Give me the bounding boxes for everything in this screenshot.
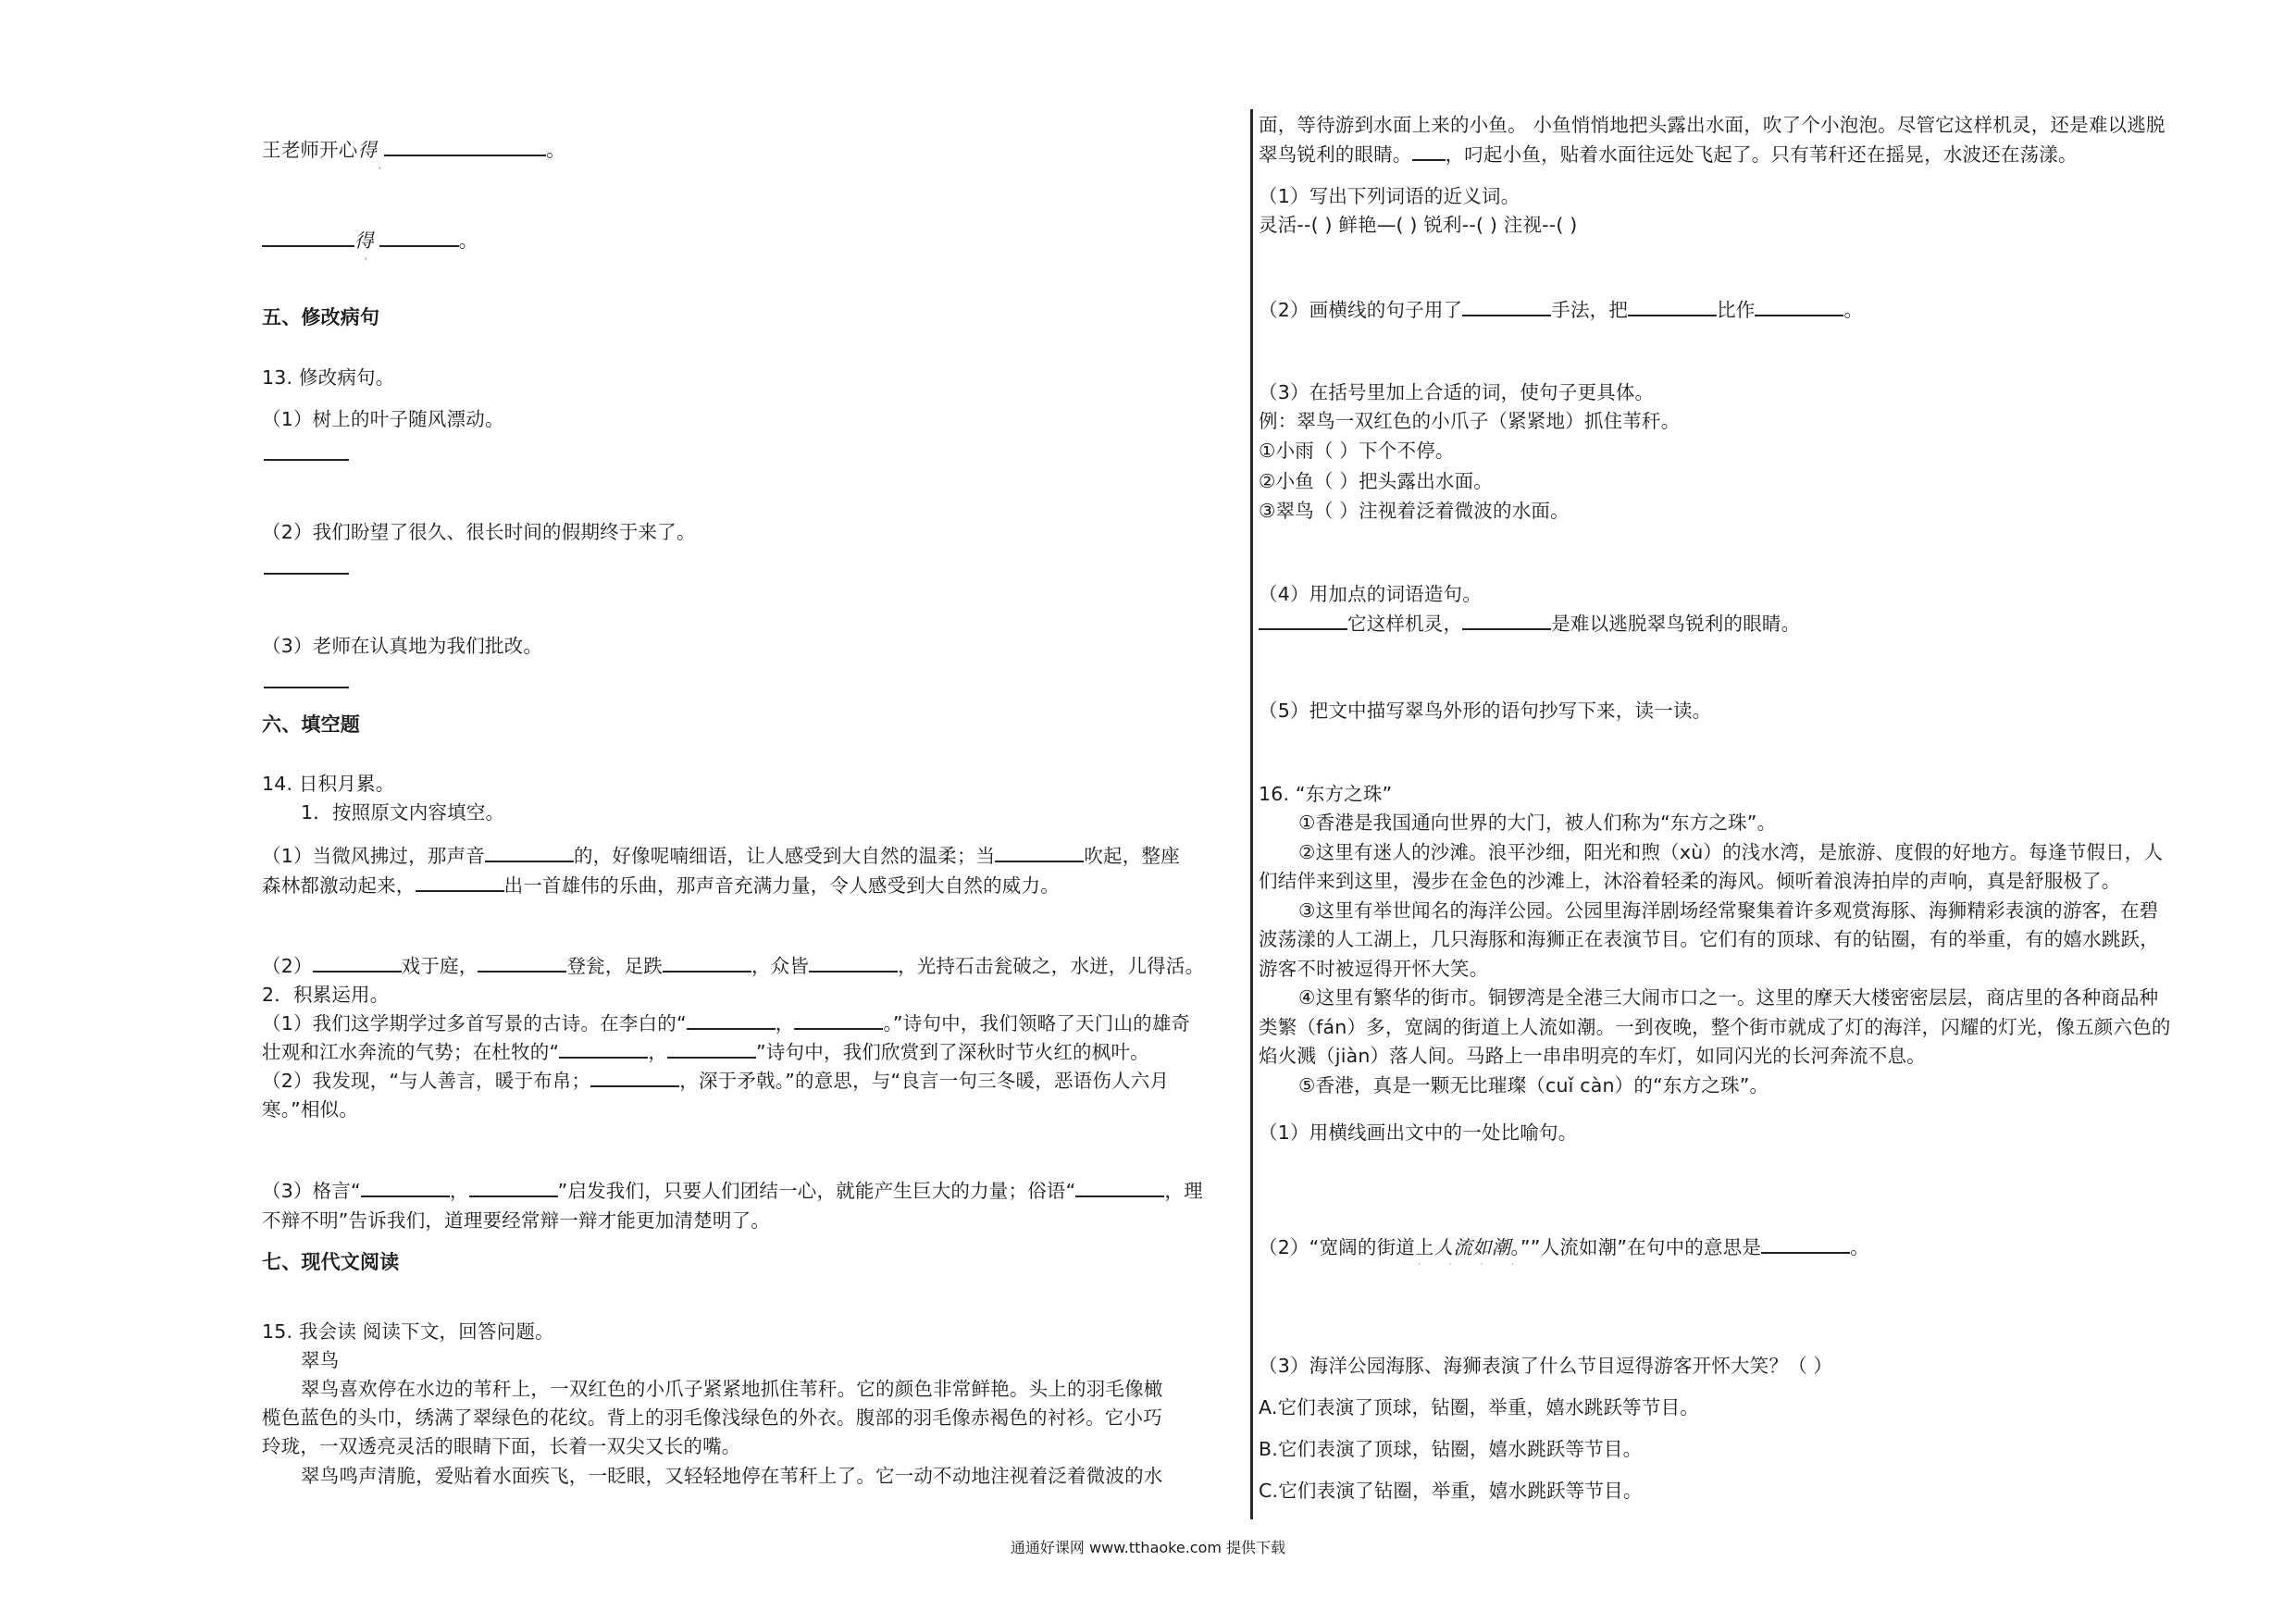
blank [469,1177,558,1197]
blank [478,952,566,973]
q14-sub-2: 2．积累运用。 [262,984,390,1006]
blank [384,136,546,156]
q14-c-line-2: 不辩不明”告诉我们，道理要经常辩一辩才能更加清楚明了。 [262,1209,771,1232]
column-divider [1250,109,1253,1519]
blank [794,1010,883,1030]
blank [1462,610,1551,630]
q16-1: （1）用横线画出文中的一处比喻句。 [1259,1121,1578,1144]
q15-2: （2）画横线的句子用了 手法，把 比作 。 [1259,296,1863,324]
blank [1412,141,1446,161]
q15-para-line: 榄色蓝色的头巾，绣满了翠绿色的花纹。背上的羽毛像浅绿色的外衣。腹部的羽毛像赤褐色的衬衫。它小巧 [262,1406,1162,1429]
blank [262,227,354,247]
q14-1-line-2: 森林都激动起来， 出一首雄伟的乐曲，那声音充满力量，令人感受到大自然的威力。 [262,872,1060,899]
q14-a-line-1: （1）我们这学期学过多首写景的古诗。在李白的“ ， 。”诗句中，我们领略了天门山的雄奇 [262,1010,1190,1037]
q15-1: （1）写出下列词语的近义词。 [1259,185,1520,207]
blank [1462,296,1551,316]
q14-title: 14. 日积月累。 [262,773,395,795]
option-c: C.它们表演了钻圈，举重，嬉水跳跃等节目。 [1259,1480,1643,1502]
blank [1259,610,1347,630]
q13-item-2: （2）我们盼望了很久、很长时间的假期终于来了。 [262,521,696,543]
answer-underline [264,685,349,688]
q16-title: 16. “东方之珠” [1259,783,1393,805]
option-b: B.它们表演了顶球，钻圈，嬉水跳跃等节目。 [1259,1438,1643,1460]
passage-line: 翠鸟锐利的眼睛。 ，叼起小鱼，贴着水面往远处飞起了。只有苇秆还在摇晃，水波还在荡漾。 [1259,141,2078,168]
option-a: A.它们表演了顶球，钻圈，举重，嬉水跳跃等节目。 [1259,1396,1699,1419]
q15-3-c: ③翠鸟（ ）注视着泛着微波的水面。 [1259,500,1570,522]
q15-3: （3）在括号里加上合适的词，使句子更具体。 [1259,381,1655,403]
q16-3: （3）海洋公园海豚、海狮表演了什么节目逗得游客开怀大笑？（ ） [1259,1355,1833,1377]
blank [485,842,574,862]
answer-line-1: 王老师开心得 。 [262,136,565,164]
q15-3-b: ②小鱼（ ）把头露出水面。 [1259,470,1493,492]
passage-line: 面，等待游到水面上来的小鱼。 小鱼悄悄地把头露出水面，吹了个小泡泡。尽管它这样机灵，还是难以逃脱 [1259,114,2166,136]
q15-3-a: ①小雨（ ）下个不停。 [1259,440,1455,462]
q15-title: 15. 我会读 阅读下文，回答问题。 [262,1320,554,1343]
q16-2: （2）“宽阔的街道上人流如潮。””人流如潮”在句中的意思是 。 [1259,1233,1869,1261]
blank [995,842,1084,862]
blank [1761,1233,1850,1254]
q16-para-line: 游客不时被逗得开怀大笑。 [1259,958,1489,980]
section-6-title: 六、填空题 [262,713,360,736]
emphasis-char: 得 [354,229,374,252]
q15-para-line: 玲珑，一双透亮灵活的眼睛下面，长着一双尖又长的嘴。 [262,1435,741,1457]
footer: 通通好课网 www.tthaoke.com 提供下载 [1010,1539,1286,1556]
q13-item-3: （3）老师在认真地为我们批改。 [262,635,543,657]
q16-para-line: ③这里有举世闻名的海洋公园。公园里海洋剧场经常聚集着许多观赏海豚、海狮精彩表演的游客，在碧 [1298,899,2159,922]
blank [667,1038,756,1059]
dot-mark: ' [365,257,367,266]
q14-b-line-1: （2）我发现，“与人善言，暖于布帛； ，深于矛戟。”的意思，与“良言一句三冬暖，恶语伤人六月 [262,1067,1169,1095]
q13-item-1: （1）树上的叶子随风漂动。 [262,408,504,430]
blank [809,952,898,973]
blank [1755,296,1843,316]
q15-para-line: 翠鸟喜欢停在水边的苇秆上，一双红色的小爪子紧紧地抓住苇秆。它的颜色非常鲜艳。头上的羽毛像橄 [301,1378,1163,1400]
emphasis-char: 得 [357,139,378,161]
q14-1-line-1: （1）当微风拂过，那声音 的，好像呢喃细语，让人感受到大自然的温柔；当 吹起，整座 [262,842,1180,870]
q15-para-line: 翠鸟鸣声清脆，爱贴着水面疾飞，一眨眼，又轻轻地停在苇秆上了。它一动不动地注视着泛着微波的水 [301,1465,1163,1487]
q14-b-line-2: 寒。”相似。 [262,1098,359,1121]
blank [361,1177,450,1197]
answer-line-2: 得 。 [262,227,478,254]
q15-heading: 翠鸟 [301,1349,340,1371]
q15-3-example: 例：翠鸟一双红色的小爪子（紧紧地）抓住苇秆。 [1259,410,1681,432]
section-7-title: 七、现代文阅读 [262,1251,400,1273]
blank [1075,1177,1164,1197]
blank [416,872,504,892]
dot-marks: · · · · [1418,1260,1528,1270]
blank [663,952,751,973]
q14-sub-1: 1．按照原文内容填空。 [301,801,505,824]
blank [559,1038,648,1059]
q16-para-line: ②这里有迷人的沙滩。浪平沙细，阳光和煦（xù）的浅水湾，是旅游、度假的好地方。每逢节假日，人 [1298,841,2164,863]
emphasized-phrase: 人流如潮 [1433,1236,1511,1258]
blank [313,952,402,973]
section-5-title: 五、修改病句 [262,306,380,328]
q16-para-line: 们结伴来到这里，漫步在金色的沙滩上，沐浴着轻柔的海风。倾听着浪涛拍岸的声响，真是舒服极了。 [1259,870,2121,892]
q16-para-line: ④这里有繁华的街市。铜锣湾是全港三大闹市口之一。这里的摩天大楼密密层层，商店里的各种商品种 [1298,986,2159,1009]
blank [590,1067,679,1087]
q14-c-line-1: （3）格言“ ， ”启发我们，只要人们团结一心，就能产生巨大的力量；俗语“ ，理 [262,1177,1203,1205]
q15-4-line: 它这样机灵， 是难以逃脱翠鸟锐利的眼睛。 [1259,610,1800,638]
q16-para-line: ①香港是我国通向世界的大门，被人们称为“东方之珠”。 [1298,812,1777,834]
q16-para-line: 类繁（fán）多，宽阔的街道上人流如潮。一到夜晚，整个街市就成了灯的海洋，闪耀的灯光，像五颜六色的 [1259,1016,2171,1038]
q14-2-line: （2） 戏于庭， 登瓮，足跌 ，众皆 ，光持石击瓮破之，水迸，儿得活。 [262,952,1204,980]
q16-para-line: 波荡漾的人工湖上，几只海豚和海狮正在表演节目。它们有的顶球、有的钻圈，有的举重，有的嬉水跳跃， [1259,928,2159,950]
q15-1-words: 灵活--( ) 鲜艳—( ) 锐利--( ) 注视--( ) [1259,214,1578,236]
q13-title: 13. 修改病句。 [262,366,395,389]
blank [687,1010,776,1030]
q14-a-line-2: 壮观和江水奔流的气势；在杜牧的“ ， ”诗句中，我们欣赏到了深秋时节火红的枫叶。 [262,1038,1149,1066]
q16-para-line: ⑤香港，真是一颗无比璀璨（cuǐ càn）的“东方之珠”。 [1298,1074,1769,1096]
q15-5: （5）把文中描写翠鸟外形的语句抄写下来，读一读。 [1259,700,1712,722]
answer-underline [264,457,349,461]
dot-mark: ' [379,167,381,176]
q16-para-line: 焰火溅（jiàn）落人间。马路上一串串明亮的车灯，如同闪光的长河奔流不息。 [1259,1045,1926,1067]
blank [1628,296,1717,316]
q15-4: （4）用加点的词语造句。 [1259,583,1482,605]
answer-underline [264,571,349,575]
blank [379,227,459,247]
